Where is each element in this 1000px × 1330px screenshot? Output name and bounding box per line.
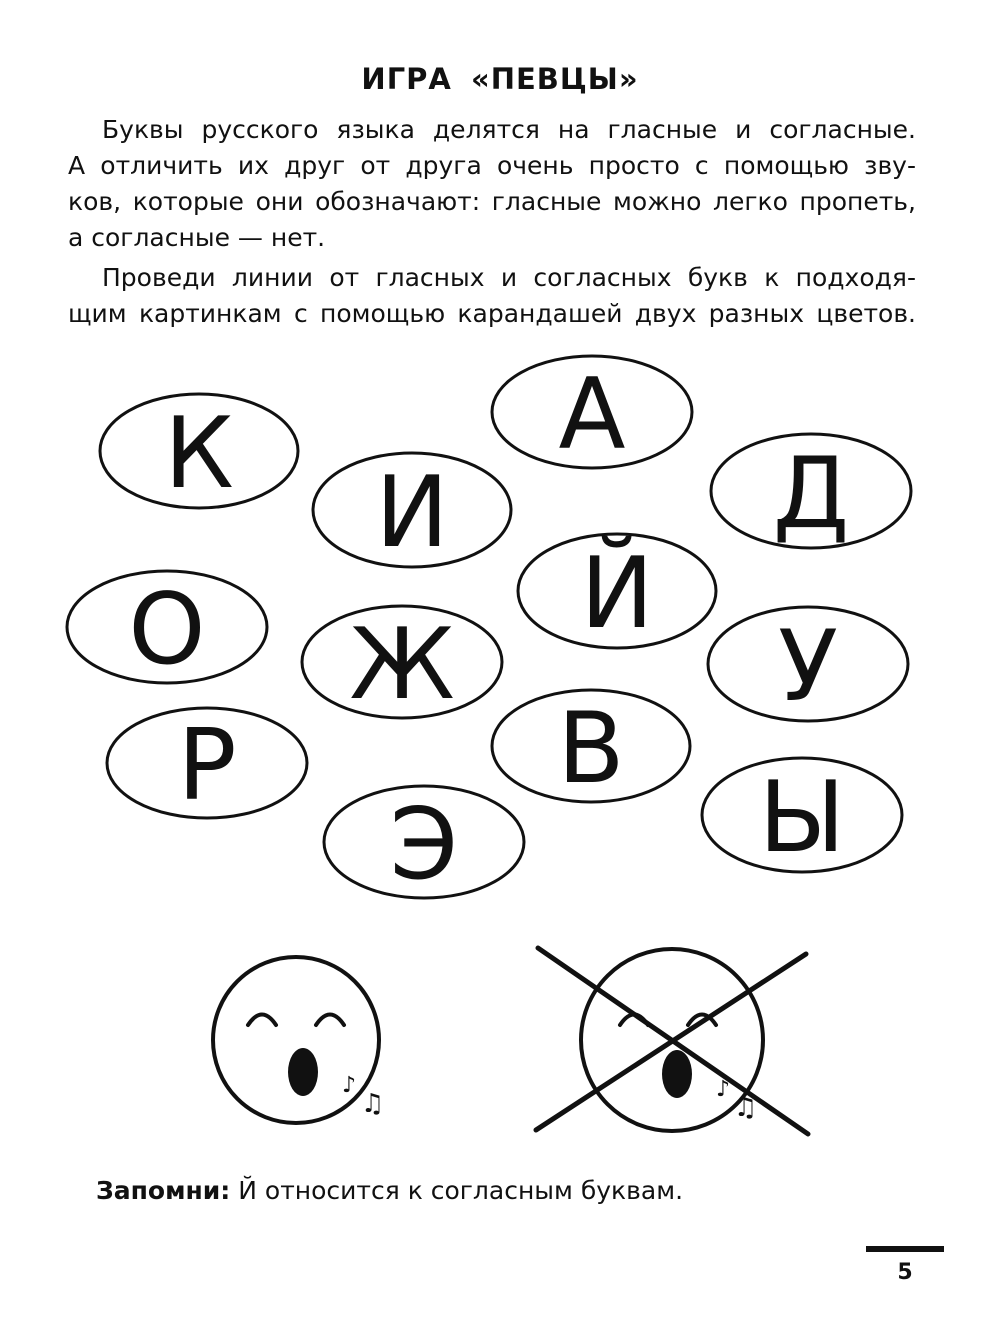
intro-line: а согласные — нет. [68,223,326,252]
intro-line: Буквы русского языка делятся на гласные и согласные. [102,115,916,144]
letter-i: И [375,456,449,570]
letter-e: Э [389,788,459,902]
crossed-out-face-icon[interactable] [536,948,808,1134]
task-line: щим картинкам с помощью карандашей двух разных цветов. [68,299,916,328]
remember-label: Запомни: [96,1176,231,1205]
music-notes-icon: ♫ [361,1089,385,1119]
letter-o: О [128,573,206,687]
page-number-rule [866,1246,944,1252]
letter-i-short: Й [580,537,654,651]
music-note-icon: ♪ [716,1077,731,1102]
letter-r: Р [177,709,237,823]
letter-k: К [164,397,234,511]
letter-u: У [778,610,838,724]
letter-y: Ы [758,761,846,875]
letter-a: А [558,358,626,472]
singing-face-icon[interactable] [213,957,384,1123]
music-note-icon: ♪ [342,1073,357,1098]
letter-d: Д [772,437,850,551]
page-number: 5 [897,1260,913,1285]
page-title: ИГРА «ПЕВЦЫ» [361,62,639,96]
intro-line: А отличить их друг от друга очень просто с помощью зву- [68,151,916,180]
remember-note [96,1176,683,1205]
remember-text: Й относится к согласным буквам. [230,1176,684,1205]
task-line: Проведи линии от гласных и согласных букв к подходя- [102,263,916,292]
intro-line: ков, которые они обозначают: гласные можно легко пропеть, [68,187,916,216]
letter-v: В [557,692,625,806]
music-notes-icon: ♫ [734,1093,758,1123]
letter-zh: Ж [349,608,455,722]
